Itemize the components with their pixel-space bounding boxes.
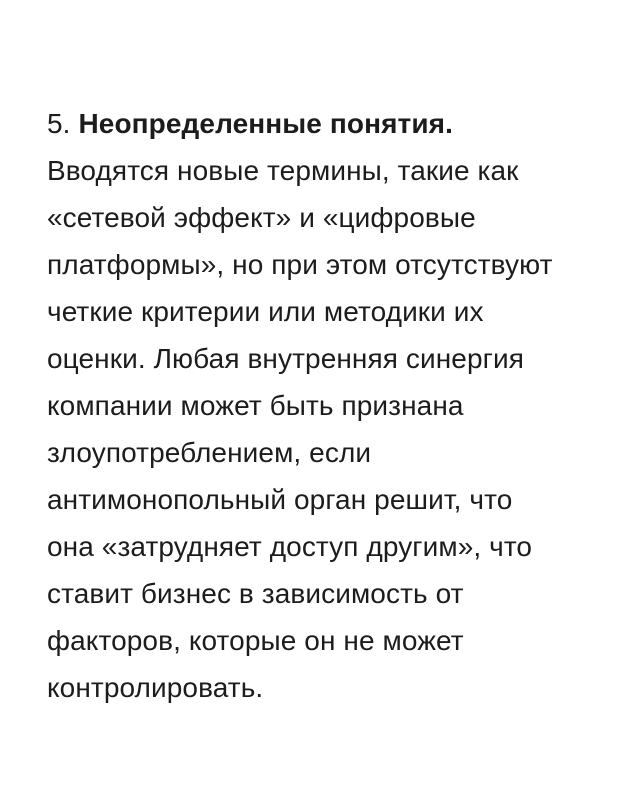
text-line: антимонопольный орган решит, что [47,484,513,515]
text-line: «сетевой эффект» и «цифровые [47,202,476,233]
text-line: платформы», но при этом отсутствуют [47,249,553,280]
text-line: факторов, которые он не может [47,625,464,656]
text-line: злоупотреблением, если [47,437,372,468]
text-line: ставит бизнес в зависимость от [47,578,464,609]
text-line: она «затрудняет доступ другим», что [47,531,533,562]
text-line: компании может быть признана [47,390,464,421]
heading-line [47,100,617,147]
item-number: 5. [47,108,71,139]
text-line: Вводятся новые термины, такие как [47,155,519,186]
text-paragraph [47,100,617,711]
item-title: Неопределенные понятия. [78,108,453,139]
text-line: оценки. Любая внутренняя синергия [47,343,524,374]
text-line: контролировать. [47,672,264,703]
text-line: четкие критерии или методики их [47,296,484,327]
